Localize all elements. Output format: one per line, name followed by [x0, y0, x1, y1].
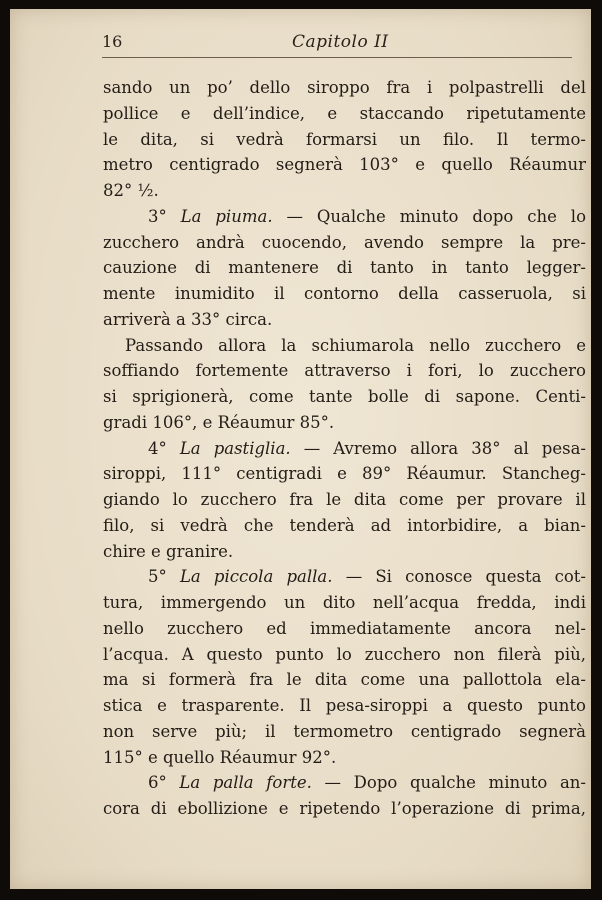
text-line: l’acqua. A questo punto lo zucchero non filerà più,: [103, 644, 586, 664]
section-lead: — Dopo qualche minuto an-: [311, 773, 586, 793]
page-header: [102, 23, 580, 53]
text-line: stica e trasparente. Il pesa-siroppi a questo punto: [103, 696, 586, 715]
section-heading-line: [103, 770, 586, 796]
text-line: metro centigrado segnerà 103° e quello Réaumur: [103, 155, 586, 175]
text-line: sando un po’ dello siroppo fra i polpastrelli del: [103, 78, 586, 97]
section-title: La palla forte.: [179, 773, 312, 793]
text-line: ma si formerà fra le dita come una pallottola ela-: [103, 670, 586, 690]
section-heading-line: [103, 436, 586, 462]
text-line: zucchero andrà cuocendo, avendo sempre la pre-: [103, 232, 586, 252]
text-line: mente inumidito il contorno della casseruola, si: [103, 284, 586, 303]
section-heading-line: [103, 204, 586, 230]
text-line: gradi 106°, e Réaumur 85°.: [103, 412, 335, 432]
text-line: non serve più; il termometro centigrado segnerà: [103, 721, 586, 741]
body-text: [103, 75, 586, 822]
section-number: 3°: [148, 206, 181, 226]
section-title: La pastiglia.: [179, 438, 291, 458]
section-lead: — Avremo allora 38° al pesa-: [290, 438, 586, 458]
book-page: [10, 9, 591, 889]
section-title: La piccola palla.: [179, 567, 333, 587]
text-line: cora di ebollizione e ripetendo l’operazione di prima,: [103, 799, 586, 818]
section-heading-line: [103, 564, 586, 590]
running-title: Capitolo II: [292, 32, 389, 52]
text-line: 82° ½.: [103, 181, 159, 200]
text-line: siroppi, 111° centigradi e 89° Réaumur. Stancheg-: [103, 464, 586, 484]
text-line: arriverà a 33° circa.: [103, 309, 273, 329]
text-line: nello zucchero ed immediatamente ancora nel-: [103, 618, 586, 638]
section-number: 6°: [148, 773, 180, 793]
text-line: giando lo zucchero fra le dita come per provare il: [103, 490, 586, 509]
text-line: soffiando fortemente attraverso i fori, lo zucchero: [103, 361, 586, 381]
text-line: chire e granire.: [103, 541, 234, 561]
text-line: pollice e dell’indice, e staccando ripetutamente: [103, 103, 586, 123]
section-title: La piuma.: [180, 206, 273, 226]
text-line: Passando allora la schiumarola nello zucchero e: [125, 335, 586, 355]
text-line: si sprigionerà, come tante bolle di sapone. Centi-: [103, 387, 586, 406]
header-rule: [102, 57, 572, 58]
section-number: 4°: [148, 438, 180, 458]
page-number: 16: [102, 32, 123, 51]
text-line: tura, immergendo un dito nell’acqua fredda, indi: [103, 593, 586, 612]
section-lead: — Si conosce questa cot-: [332, 567, 586, 587]
section-lead: — Qualche minuto dopo che lo: [272, 206, 586, 226]
text-line: filo, si vedrà che tenderà ad intorbidire, a bian-: [103, 515, 586, 535]
text-line: le dita, si vedrà formarsi un filo. Il termo-: [103, 129, 586, 149]
text-line: cauzione di mantenere di tanto in tanto legger-: [103, 258, 586, 278]
text-line: 115° e quello Réaumur 92°.: [103, 747, 337, 767]
section-number: 5°: [148, 567, 180, 587]
